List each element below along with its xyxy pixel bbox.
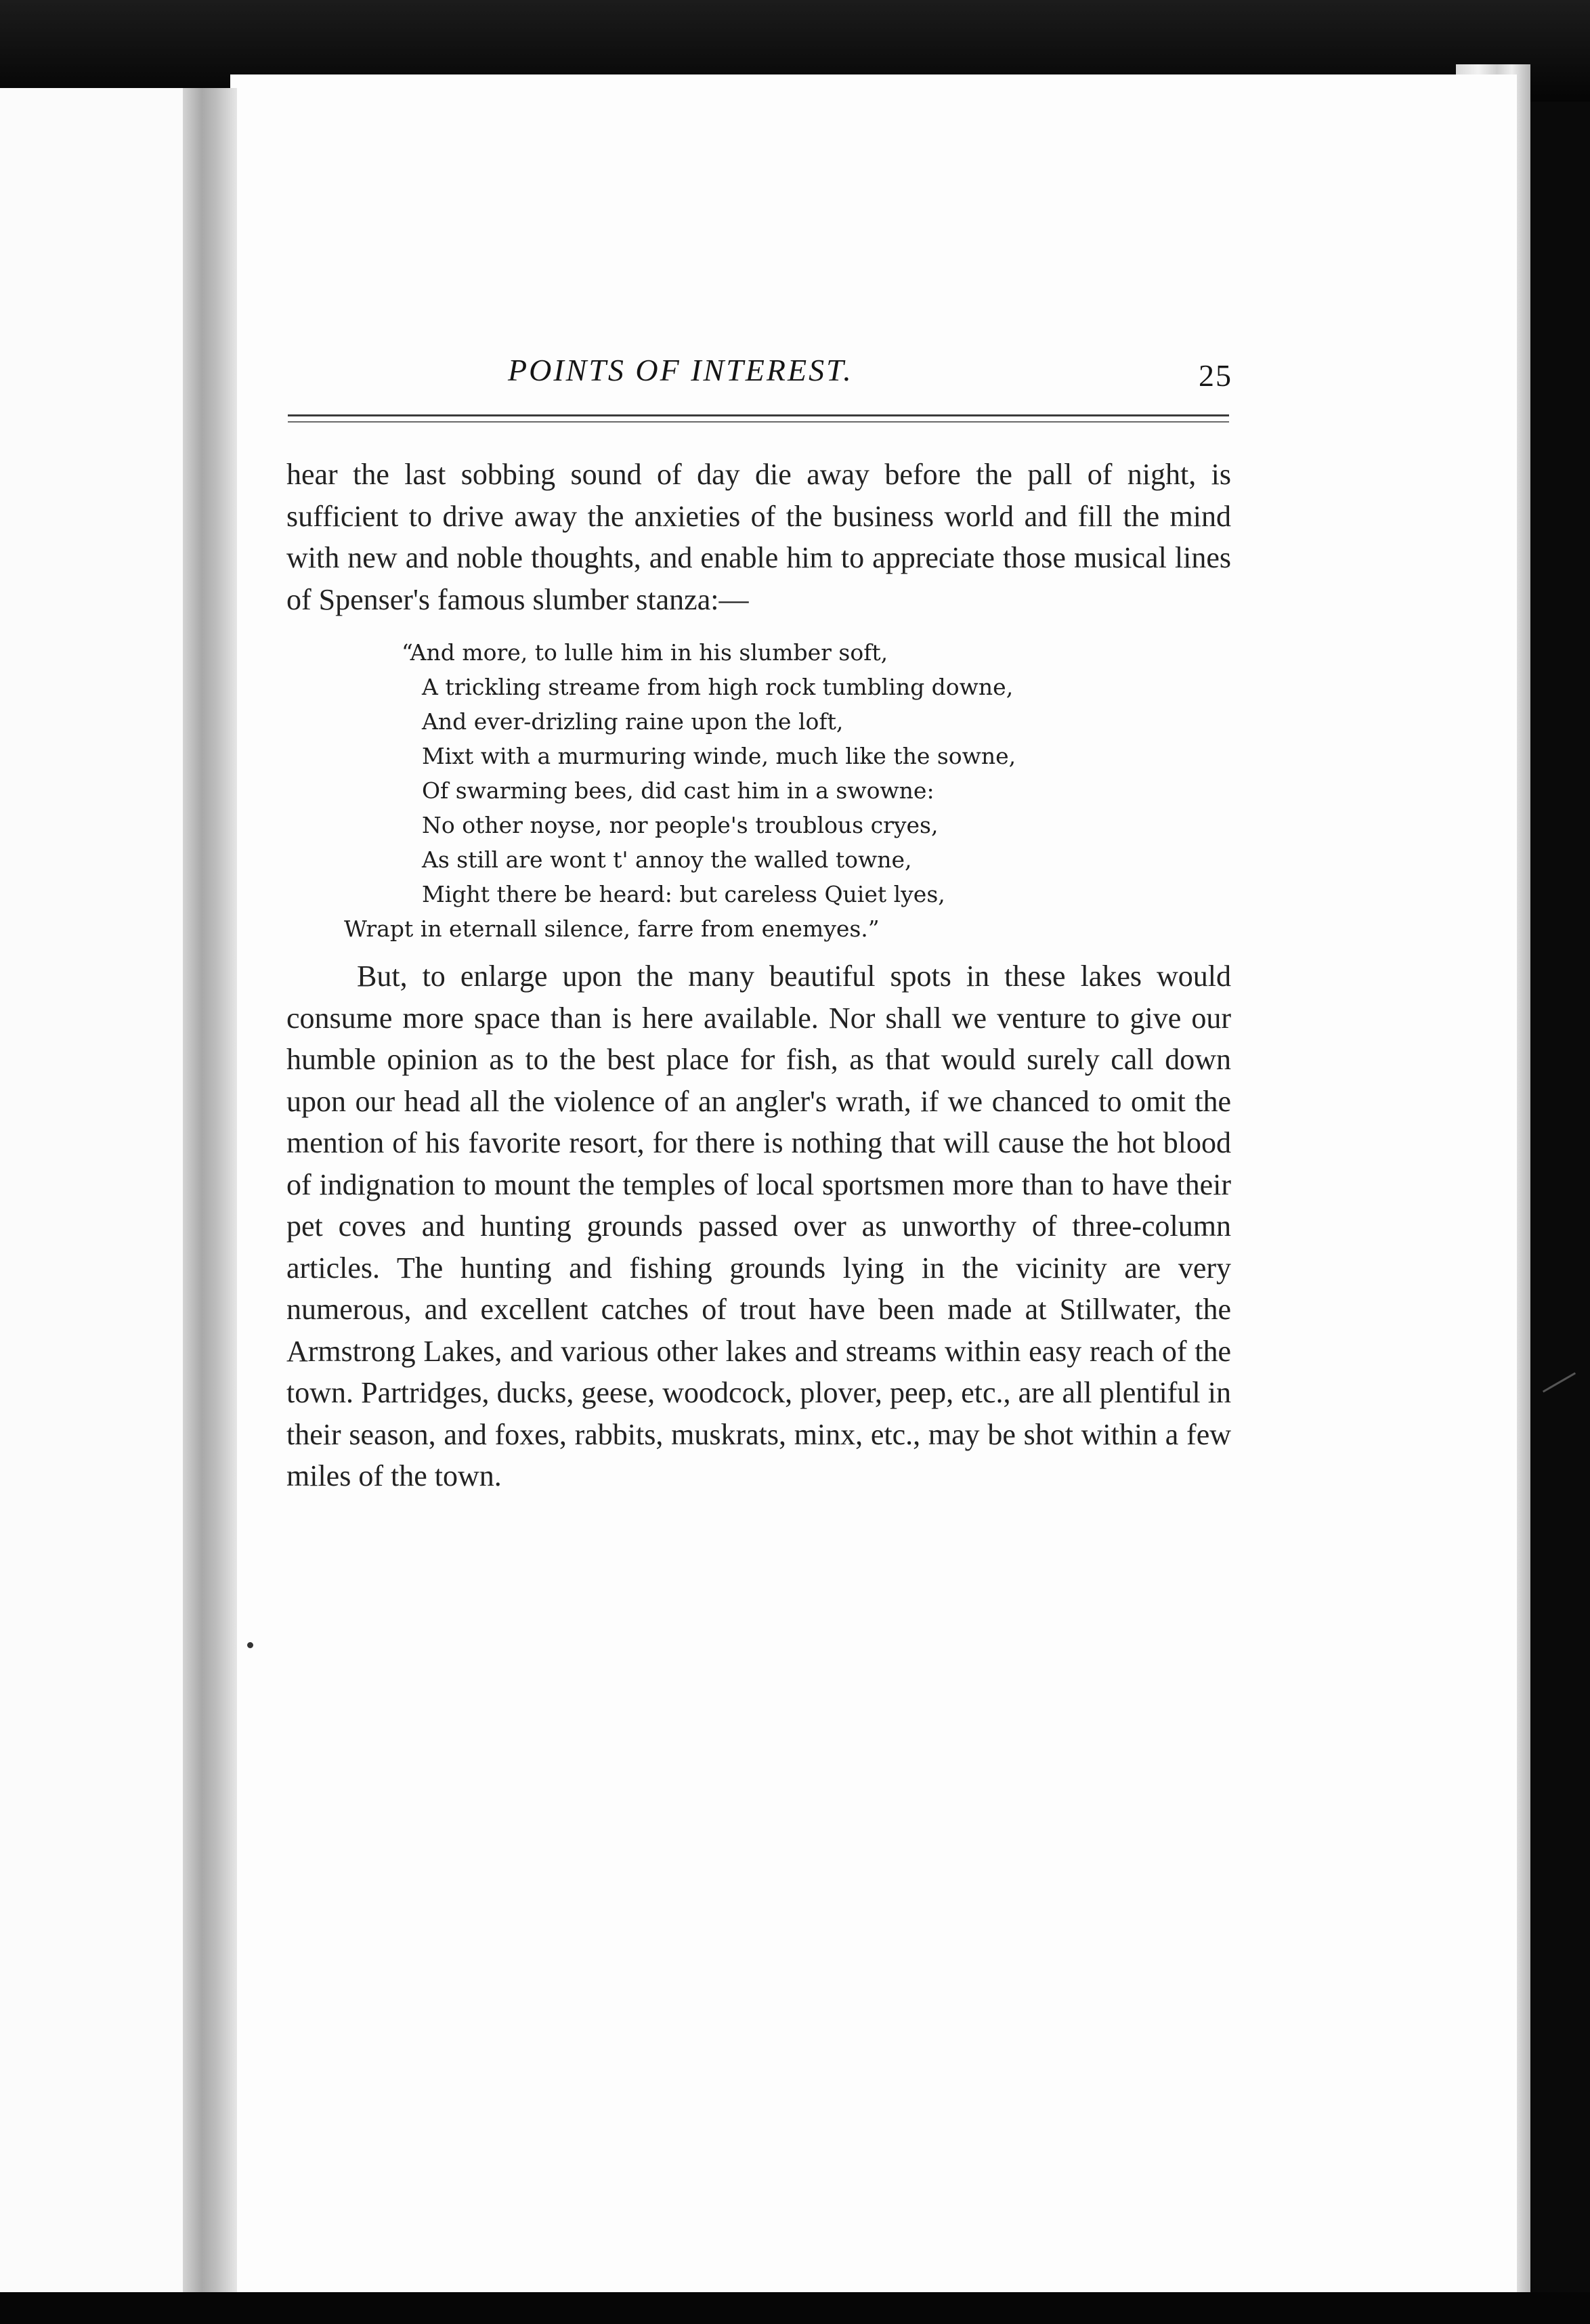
poem-line: A trickling streame from high rock tumbling downe, [422, 674, 1014, 700]
poem-line: Wrapt in eternall silence, farre from enemyes.” [344, 916, 880, 942]
scan-bottom-border [0, 2292, 1590, 2324]
poem-line: And ever-drizling raine upon the loft, [422, 708, 844, 735]
page-number: 25 [1199, 358, 1232, 393]
facing-page-edge [0, 88, 203, 2302]
poem-line: Mixt with a murmuring winde, much like the sowne, [422, 743, 1016, 769]
paragraph: But, to enlarge upon the many beautiful spots in these lakes would consume more space than is here available. Nor shall we venture to give our humble opinion as to the best place for fish, as that would surely call down upon our head all the violence of an angler's wrath, if we chanced to omit the mention of his favorite resort, for there is nothing that will cause the hot blood of indignation to mount the temples of local sportsmen more than to have their pet coves and hunting grounds passed over as unworthy of three-column articles. The hunting and fishing grounds lying in the vicinity are very numerous, and excellent catches of trout have been made at Stillwater, the Armstrong Lakes, and various other lakes and streams within easy reach of the town. Partridges, ducks, geese, woodcock, plover, peep, etc., are all plentiful in their season, and foxes, rabbits, muskrats, minx, etc., may be shot within a few miles of the town. [286, 960, 1231, 1492]
header-rule [288, 414, 1229, 416]
header-rule-thin [288, 421, 1229, 423]
poem-line: As still are wont t' annoy the walled towne, [422, 846, 912, 873]
quoted-stanza [286, 635, 1231, 946]
page-header [284, 352, 1232, 400]
page-body [286, 454, 1231, 1497]
page-edge-mark [1543, 1372, 1576, 1392]
book-gutter [183, 88, 237, 2302]
poem-line: Might there be heard: but careless Quiet lyes, [422, 881, 945, 907]
running-head: POINTS OF INTEREST. [508, 353, 853, 387]
poem-line: Of swarming bees, did cast him in a swowne: [422, 777, 934, 804]
ink-speck [247, 1642, 253, 1648]
poem-line: “And more, to lulle him in his slumber soft, [402, 639, 888, 666]
poem-line: No other noyse, nor people's troublous cryes, [422, 812, 939, 838]
paragraph: hear the last sobbing sound of day die away before the pall of night, is sufficient to drive away the anxieties of the business world and fill the mind with new and noble thoughts, and enable him to appreciate those musical lines of Spenser's famous slumber stanza:— [286, 458, 1231, 616]
